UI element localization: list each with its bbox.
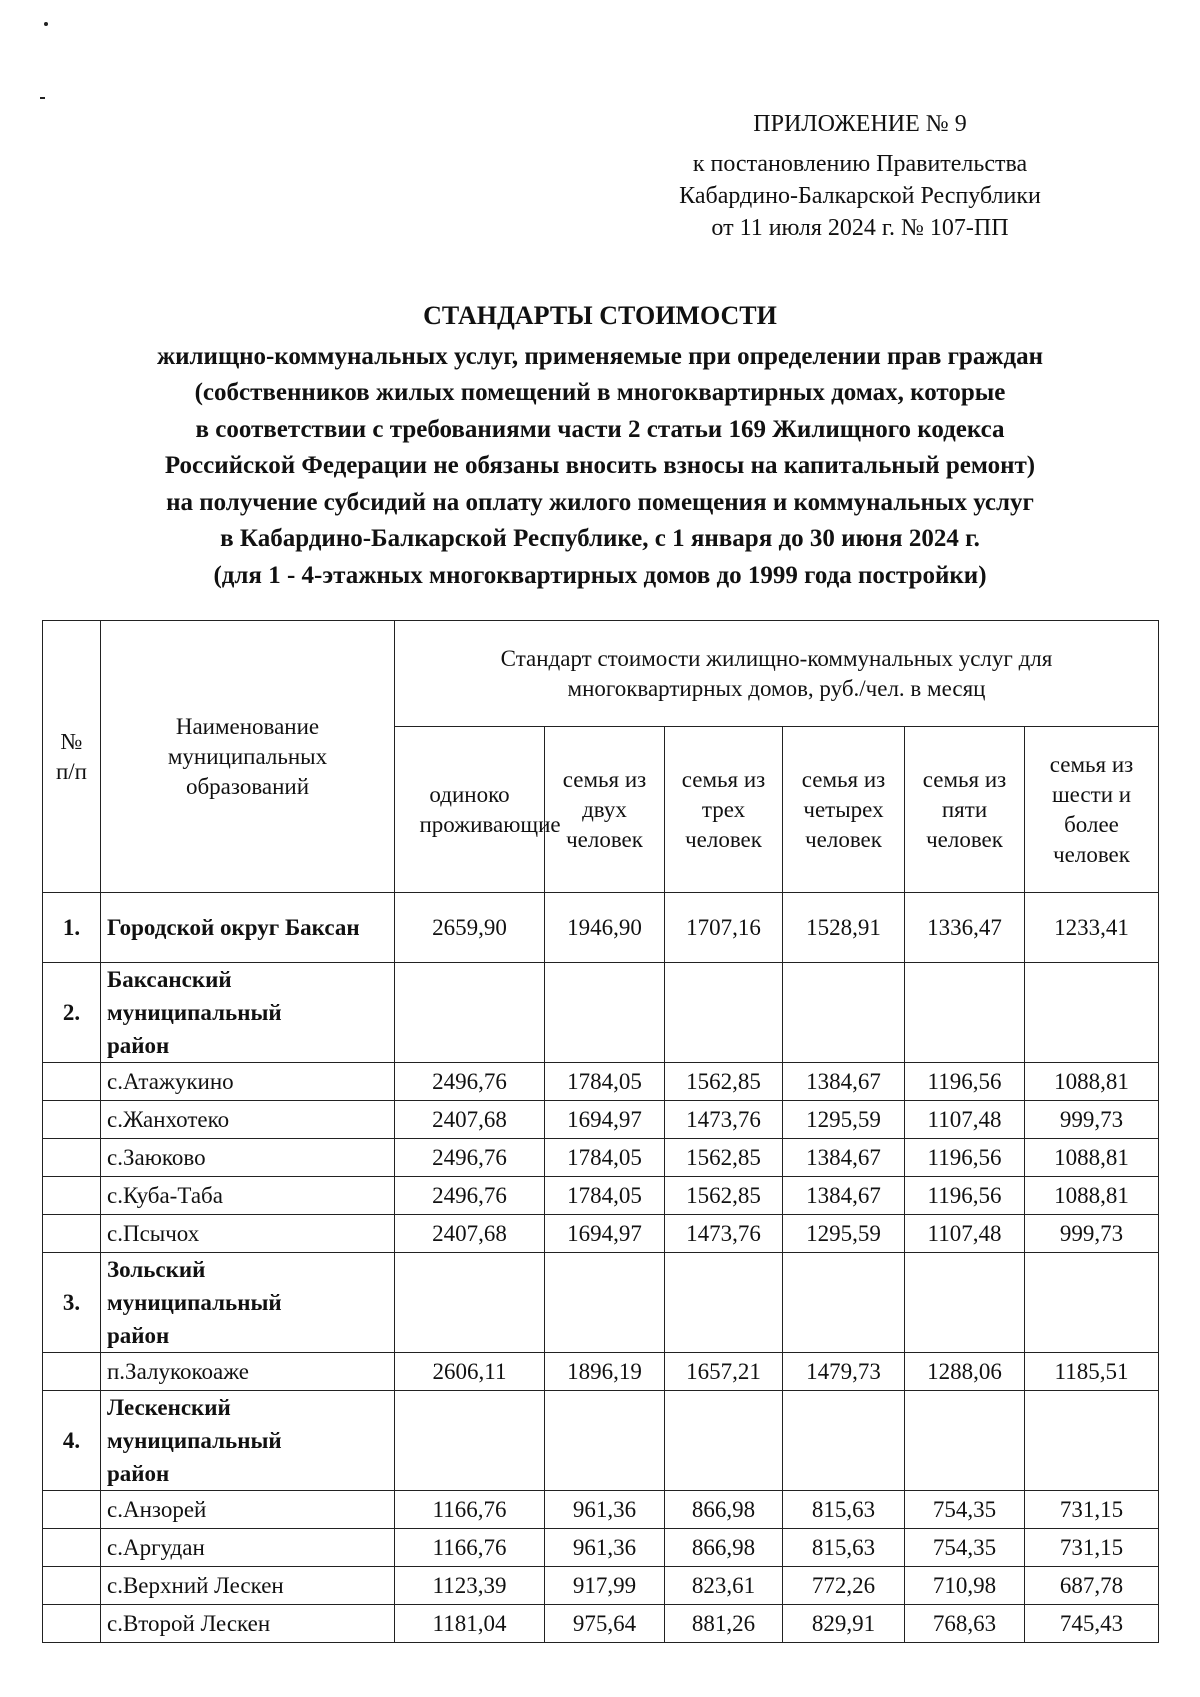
cost-value: 2659,90 [395, 893, 545, 963]
cost-value [1025, 963, 1159, 1063]
title-line: в соответствии с требованиями части 2 статьи 169 Жилищного кодекса [195, 415, 1005, 443]
cost-value: 917,99 [545, 1567, 665, 1605]
cost-value: 1088,81 [1025, 1139, 1159, 1177]
cost-value: 1562,85 [665, 1063, 783, 1101]
cost-value: 961,36 [545, 1491, 665, 1529]
cost-value: 1946,90 [545, 893, 665, 963]
cost-value: 1479,73 [783, 1353, 905, 1391]
table-row [43, 1215, 1159, 1253]
table-row [43, 1063, 1159, 1101]
cost-value [665, 1253, 783, 1353]
cost-value: 999,73 [1025, 1101, 1159, 1139]
cost-value: 2496,76 [395, 1177, 545, 1215]
cost-value [1025, 1391, 1159, 1491]
column-header-group: Стандарт стоимости жилищно-коммунальных услуг для многоквартирных домов, руб./чел. в месяц [395, 621, 1159, 727]
cost-value: 745,43 [1025, 1605, 1159, 1643]
table-row [43, 1491, 1159, 1529]
cost-value: 1088,81 [1025, 1063, 1159, 1101]
cost-value [905, 1391, 1025, 1491]
row-number [43, 1215, 101, 1253]
cost-value: 815,63 [783, 1491, 905, 1529]
table-row [43, 1101, 1159, 1139]
row-number: 1. [43, 893, 101, 963]
cost-value: 866,98 [665, 1529, 783, 1567]
title-line: на получение субсидий на оплату жилого помещения и коммунальных услуг [166, 488, 1034, 516]
cost-value: 1107,48 [905, 1101, 1025, 1139]
standards-table [42, 620, 1159, 1643]
row-number [43, 1101, 101, 1139]
title-line: в Кабардино-Балкарской Республике, с 1 января до 30 июня 2024 г. [220, 525, 980, 552]
cost-value [395, 1253, 545, 1353]
cost-value: 1288,06 [905, 1353, 1025, 1391]
title-line: (для 1 - 4-этажных многоквартирных домов до 1999 года постройки) [213, 561, 987, 589]
cost-value: 1123,39 [395, 1567, 545, 1605]
scan-speck [44, 22, 48, 26]
table-row [43, 1605, 1159, 1643]
cost-value: 2496,76 [395, 1063, 545, 1101]
municipality-name: с.Верхний Лескен [101, 1567, 395, 1605]
row-number: 2. [43, 963, 101, 1063]
municipality-name: п.Залукокоаже [101, 1353, 395, 1391]
cost-value: 754,35 [905, 1529, 1025, 1567]
cost-value: 1181,04 [395, 1605, 545, 1643]
municipality-name: с.Псычох [101, 1215, 395, 1253]
cost-value: 1694,97 [545, 1215, 665, 1253]
table-header-row [43, 621, 1159, 727]
municipality-name: с.Анзорей [101, 1491, 395, 1529]
municipality-name: Баксанский муниципальный район [101, 963, 395, 1063]
cost-value: 1384,67 [783, 1139, 905, 1177]
row-number: 3. [43, 1253, 101, 1353]
cost-value [545, 1253, 665, 1353]
cost-value: 768,63 [905, 1605, 1025, 1643]
municipality-name: с.Заюково [101, 1139, 395, 1177]
cost-value: 1528,91 [783, 893, 905, 963]
cost-value: 1473,76 [665, 1101, 783, 1139]
appendix-line: к постановлению Правительства [692, 151, 1028, 177]
municipality-name: с.Второй Лескен [101, 1605, 395, 1643]
cost-value: 2606,11 [395, 1353, 545, 1391]
title-heading: СТАНДАРТЫ СТОИМОСТИ [423, 301, 777, 330]
cost-value [665, 963, 783, 1063]
cost-value: 1707,16 [665, 893, 783, 963]
table-row [43, 1567, 1159, 1605]
cost-value: 731,15 [1025, 1491, 1159, 1529]
row-number: 4. [43, 1391, 101, 1491]
municipality-name: с.Куба-Таба [101, 1177, 395, 1215]
cost-value: 710,98 [905, 1567, 1025, 1605]
cost-value: 1107,48 [905, 1215, 1025, 1253]
cost-value: 1185,51 [1025, 1353, 1159, 1391]
cost-value: 2407,68 [395, 1101, 545, 1139]
cost-value: 1784,05 [545, 1139, 665, 1177]
document-title [40, 298, 1160, 594]
row-number [43, 1605, 101, 1643]
cost-value: 823,61 [665, 1567, 783, 1605]
row-number [43, 1177, 101, 1215]
cost-value: 1384,67 [783, 1177, 905, 1215]
cost-value [905, 963, 1025, 1063]
row-number [43, 1567, 101, 1605]
appendix-line: от 11 июля 2024 г. № 107-ПП [711, 215, 1009, 241]
table-row [43, 1177, 1159, 1215]
column-header-family-size: семья из шести и более человек [1025, 727, 1159, 893]
cost-value: 1196,56 [905, 1139, 1025, 1177]
cost-value: 975,64 [545, 1605, 665, 1643]
cost-value: 1562,85 [665, 1139, 783, 1177]
cost-value: 754,35 [905, 1491, 1025, 1529]
municipality-name: с.Атажукино [101, 1063, 395, 1101]
column-header-family-size: семья из трех человек [665, 727, 783, 893]
cost-value: 772,26 [783, 1567, 905, 1605]
municipality-name: Лескенский муниципальный район [101, 1391, 395, 1491]
cost-value [1025, 1253, 1159, 1353]
appendix-number: ПРИЛОЖЕНИЕ № 9 [753, 111, 967, 137]
cost-value: 1336,47 [905, 893, 1025, 963]
cost-value: 866,98 [665, 1491, 783, 1529]
cost-value [783, 1253, 905, 1353]
appendix-block [640, 108, 1080, 244]
cost-value: 1166,76 [395, 1491, 545, 1529]
region-row [43, 1253, 1159, 1353]
column-header-family-size: семья из четырех человек [783, 727, 905, 893]
municipality-name: с.Жанхотеко [101, 1101, 395, 1139]
cost-value: 1657,21 [665, 1353, 783, 1391]
row-number [43, 1139, 101, 1177]
column-header-number: № п/п [43, 621, 101, 893]
column-header-family-size: семья из двух человек [545, 727, 665, 893]
cost-value: 1295,59 [783, 1215, 905, 1253]
cost-value: 1196,56 [905, 1177, 1025, 1215]
cost-value [783, 963, 905, 1063]
cost-value [545, 963, 665, 1063]
cost-value: 687,78 [1025, 1567, 1159, 1605]
cost-value [545, 1391, 665, 1491]
cost-value [905, 1253, 1025, 1353]
cost-value: 1473,76 [665, 1215, 783, 1253]
municipality-name: с.Аргудан [101, 1529, 395, 1567]
row-number [43, 1491, 101, 1529]
region-row [43, 1391, 1159, 1491]
cost-value: 731,15 [1025, 1529, 1159, 1567]
scan-speck [40, 97, 45, 99]
cost-value: 1562,85 [665, 1177, 783, 1215]
cost-value: 1784,05 [545, 1063, 665, 1101]
table-row [43, 1529, 1159, 1567]
column-header-family-size: семья из пяти человек [905, 727, 1025, 893]
cost-value: 999,73 [1025, 1215, 1159, 1253]
cost-value: 815,63 [783, 1529, 905, 1567]
cost-value: 2407,68 [395, 1215, 545, 1253]
cost-value: 1384,67 [783, 1063, 905, 1101]
cost-value: 1088,81 [1025, 1177, 1159, 1215]
cost-value: 961,36 [545, 1529, 665, 1567]
cost-value [665, 1391, 783, 1491]
region-row [43, 963, 1159, 1063]
municipality-name: Городской округ Баксан [101, 893, 395, 963]
row-number [43, 1529, 101, 1567]
cost-value [395, 963, 545, 1063]
cost-value: 829,91 [783, 1605, 905, 1643]
cost-value: 1784,05 [545, 1177, 665, 1215]
table-row [43, 1353, 1159, 1391]
cost-value: 1233,41 [1025, 893, 1159, 963]
cost-value: 1694,97 [545, 1101, 665, 1139]
title-line: (собственников жилых помещений в многоквартирных домах, которые [194, 379, 1006, 406]
table-row [43, 1139, 1159, 1177]
cost-value: 881,26 [665, 1605, 783, 1643]
cost-value: 2496,76 [395, 1139, 545, 1177]
cost-value: 1166,76 [395, 1529, 545, 1567]
row-number [43, 1353, 101, 1391]
cost-value: 1196,56 [905, 1063, 1025, 1101]
row-number [43, 1063, 101, 1101]
title-line: Российской Федерации не обязаны вносить взносы на капитальный ремонт) [164, 452, 1036, 479]
column-header-family-size: одиноко проживающие [395, 727, 545, 893]
cost-value [783, 1391, 905, 1491]
table-row [43, 893, 1159, 963]
title-line: жилищно-коммунальных услуг, применяемые при определении прав граждан [157, 342, 1043, 370]
cost-value: 1295,59 [783, 1101, 905, 1139]
municipality-name: Зольский муниципальный район [101, 1253, 395, 1353]
column-header-name: Наименование муниципальных образований [101, 621, 395, 893]
cost-value: 1896,19 [545, 1353, 665, 1391]
appendix-line: Кабардино-Балкарской Республики [679, 183, 1041, 209]
cost-value [395, 1391, 545, 1491]
